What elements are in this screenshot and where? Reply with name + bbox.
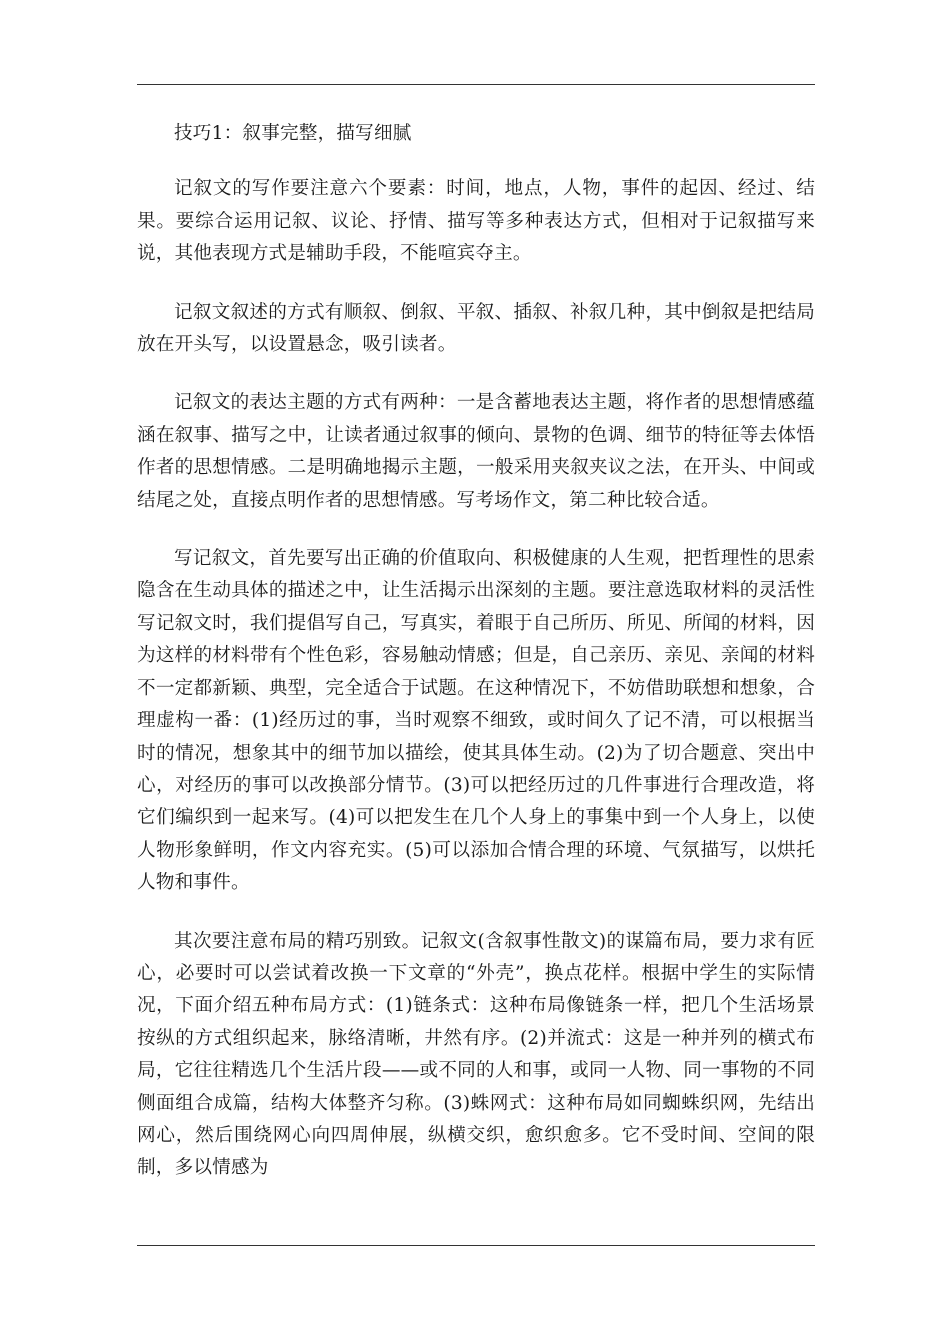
document-body	[137, 118, 815, 1211]
section-heading: 技巧1：叙事完整，描写细腻	[174, 123, 412, 144]
paragraph-material-selection: 写记叙文，首先要写出正确的价值取向、积极健康的人生观，把哲理性的思索隐含在生动具体的描述之中，让生活揭示出深刻的主题。要注意选取材料的灵活性写记叙文时，我们提倡写自己，写真实，着眼于自己所历、所见、所闻的材料，因为这样的材料带有个性色彩，容易触动情感；但是，自己亲历、亲见、亲闻的材料不一定都新颖、典型，完全适合于试题。在这种情况下，不妨借助联想和想象，合理虚构一番：(1)经历过的事，当时观察不细致，或时间久了记不清，可以根据当时的情况，想象其中的细节加以描绘，使其具体生动。(2)为了切合题意、突出中心，对经历的事可以改换部分情节。(3)可以把经历过的几件事进行合理改造，将它们编织到一起来写。(4)可以把发生在几个人身上的事集中到一个人身上，以使人物形象鲜明，作文内容充实。(5)可以添加合情合理的环境、气氛描写，以烘托人物和事件。	[137, 548, 815, 894]
paragraph-elements: 记叙文的写作要注意六个要素：时间，地点，人物，事件的起因、经过、结果。要综合运用记叙、议论、抒情、描写等多种表达方式，但相对于记叙描写来说，其他表现方式是辅助手段，不能喧宾夺主。	[137, 178, 815, 265]
paragraph-narration-methods: 记叙文叙述的方式有顺叙、倒叙、平叙、插叙、补叙几种，其中倒叙是把结局放在开头写，以设置悬念，吸引读者。	[137, 301, 815, 356]
paragraph-theme-expression: 记叙文的表达主题的方式有两种：一是含蓄地表达主题，将作者的思想情感蕴涵在叙事、描写之中，让读者通过叙事的倾向、景物的色调、细节的特征等去体悟作者的思想情感。二是明确地揭示主题，一般采用夹叙夹议之法，在开头、中间或结尾之处，直接点明作者的思想情感。写考场作文，第二种比较合适。	[137, 392, 815, 511]
header-rule	[137, 84, 815, 85]
paragraph-layout-methods: 其次要注意布局的精巧别致。记叙文(含叙事性散文)的谋篇布局，要力求有匠心，必要时可以尝试着改换一下文章的“外壳”，换点花样。根据中学生的实际情况，下面介绍五种布局方式：(1)链条式：这种布局像链条一样，把几个生活场景按纵的方式组织起来，脉络清晰，井然有序。(2)并流式：这是一种并列的横式布局，它往往精选几个生活片段——或不同的人和事，或同一人物、同一事物的不同侧面组合成篇，结构大体整齐匀称。(3)蛛网式：这种布局如同蜘蛛织网，先结出网心，然后围绕网心向四周伸展，纵横交织，愈织愈多。它不受时间、空间的限制，多以情感为	[137, 930, 815, 1179]
footer-rule	[137, 1245, 815, 1246]
